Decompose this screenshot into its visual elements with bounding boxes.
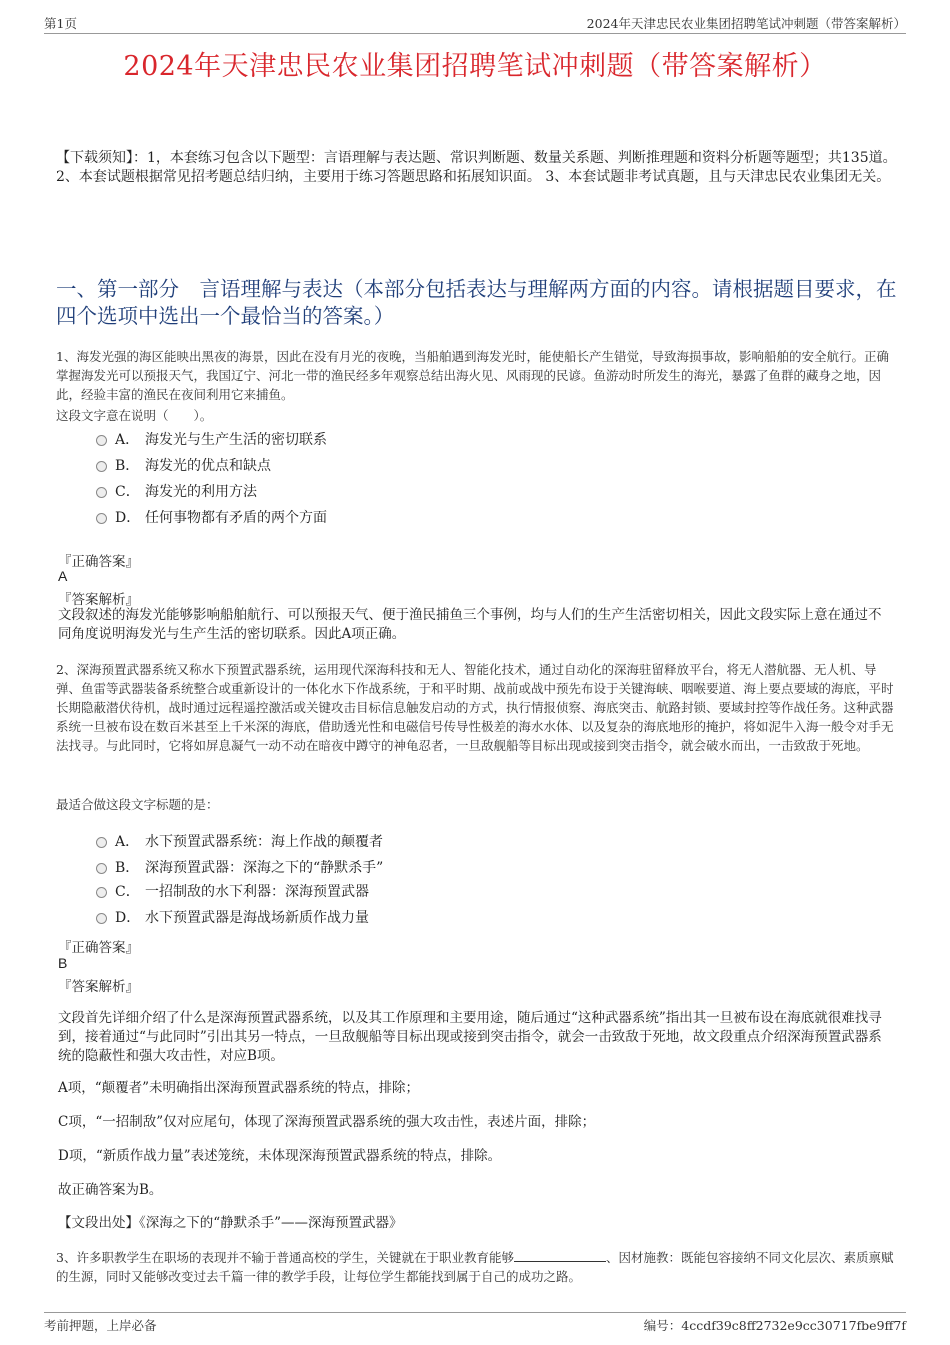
question-3-text [56,1248,898,1286]
radio-button[interactable] [96,863,107,874]
q2-option-c[interactable] [96,881,369,901]
radio-button[interactable] [96,913,107,924]
section-heading: 一、第一部分 言语理解与表达（本部分包括表达与理解两方面的内容。请根据题目要求，在四个选项中选出一个最恰当的答案。） [56,277,897,328]
option-text: 水下预置武器是海战场新质作战力量 [145,910,369,926]
q1-option-c[interactable] [96,481,257,501]
option-letter: A． [115,432,140,448]
question-2-text: 2、深海预置武器系统又称水下预置武器系统，运用现代深海科技和无人、智能化技术，通过自动化的深海驻留释放平台，将无人潜航器、无人机、导弹、鱼雷等武器装备系统整合或重新设计的一体化水下作战系统，于和平时期、战前或战中预先布设于关键海峡、咽喉要道、海上要点要域的海底，平时长期隐蔽潜伏待机，战时通过远程遥控激活或关键攻击目标信息触发启动的方式，执行情报侦察、海底突击、航路封锁、要域封控等作战任务。这种武器系统一旦被布设在数百米甚至上千米深的海底，借助透光性和电磁信号传导性极差的海水水体、以及复杂的海底地形的掩护，将如泥牛入海一般令对手无法找寻。与此同时，它将如屏息凝气一动不动在暗夜中蹲守的神龟忍者，一旦敌舰船等目标出现或接到突击指令，就会破水而出，一击致敌于死地。 [56,662,894,753]
page-title: 2024年天津忠民农业集团招聘笔试冲刺题（带答案解析） [123,51,827,82]
q2-analysis-label: 『答案解析』 [58,979,139,995]
option-letter: B． [115,458,140,474]
q1-analysis-label: 『答案解析』 [58,592,139,608]
download-notice: 【下载须知】：1，本套练习包含以下题型：言语理解与表达题、常识判断题、数量关系题、判断推理题和资料分析题等题型；共135道。 2、本套试题根据常见招考题总结归纳，主要用于练习答题思路和拓展知识面。 3、本套试题非考试真题，且与天津忠民农业集团无关。 [56,150,897,185]
q2-analysis-a: A项，“颠覆者”未明确指出深海预置武器系统的特点，排除； [58,1080,420,1096]
q2-option-a[interactable] [96,831,383,851]
q2-source: 【文段出处】《深海之下的“静默杀手”——深海预置武器》 [58,1215,403,1231]
page-header [44,12,906,34]
radio-button[interactable] [96,837,107,848]
radio-button[interactable] [96,887,107,898]
option-letter: C． [115,484,140,500]
header-doc-title: 2024年天津忠民农业集团招聘笔试冲刺题（带答案解析） [586,16,906,31]
page-footer [44,1312,906,1334]
q1-option-d[interactable] [96,507,327,527]
option-text: 海发光与生产生活的密切联系 [145,432,327,448]
q2-answer-label: 『正确答案』 [58,940,139,956]
q2-analysis-d: D项，“新质作战力量”表述笼统，未体现深海预置武器系统的特点，排除。 [58,1148,502,1164]
option-letter: D． [115,510,141,526]
radio-button[interactable] [96,513,107,524]
option-text: 任何事物都有矛盾的两个方面 [145,510,327,526]
footer-code: 编号：4ccdf39c8ff2732e9cc30717fbe9ff7f [643,1318,906,1333]
question-3-text-after: 、因材施教：既能包容接纳不同文化层次、素质禀赋的生源，同时又能够改变过去千篇一律的教学手段，让每位学生都能找到属于自己的成功之路。 [56,1250,894,1284]
q1-analysis: 文段叙述的海发光能够影响船舶航行、可以预报天气、便于渔民捕鱼三个事例，均与人们的生产生活密切相关，因此文段实际上意在通过不同角度说明海发光与生产生活的密切联系。因此A项正确。 [58,607,882,642]
option-letter: C． [115,884,140,900]
question-3-text-before: 3、许多职教学生在职场的表现并不输于普通高校的学生，关键就在于职业教育能够 [56,1250,514,1265]
radio-button[interactable] [96,435,107,446]
question-1-prompt: 这段文字意在说明（ ）。 [56,408,213,423]
q2-answer: B [58,955,68,971]
q2-conclusion: 故正确答案为B。 [58,1182,163,1198]
option-text: 海发光的利用方法 [145,484,257,500]
q1-option-a[interactable] [96,429,327,449]
footer-slogan: 考前押题，上岸必备 [44,1318,157,1333]
q1-option-b[interactable] [96,455,271,475]
page-number: 第1页 [44,16,77,31]
option-text: 一招制敌的水下利器：深海预置武器 [145,884,369,900]
option-letter: B． [115,860,140,876]
q2-analysis-c: C项，“一招制敌”仅对应尾句，体现了深海预置武器系统的强大攻击性，表述片面，排除； [58,1114,596,1130]
option-text: 水下预置武器系统：海上作战的颠覆者 [145,834,383,850]
question-1-text: 1、海发光强的海区能映出黑夜的海景，因此在没有月光的夜晚，当船舶遇到海发光时，能使船长产生错觉，导致海损事故，影响船舶的安全航行。正确掌握海发光可以预报天气，我国辽宁、河北一带的渔民经多年观察总结出海火见、风雨现的民谚。鱼游动时所发生的海光，暴露了鱼群的藏身之地，因此，经验丰富的渔民在夜间利用它来捕鱼。 [56,349,889,402]
option-letter: D． [115,910,141,926]
q2-analysis: 文段首先详细介绍了什么是深海预置武器系统，以及其工作原理和主要用途，随后通过“这种武器系统”指出其一旦被布设在海底就很难找寻到，接着通过“与此同时”引出其另一特点，一旦敌舰船等目标出现或接到突击指令，就会一击致敌于死地，故文段重点介绍深海预置武器系统的隐蔽性和强大攻击性，对应B项。 [58,1010,882,1064]
q1-answer-label: 『正确答案』 [58,554,139,570]
radio-button[interactable] [96,487,107,498]
q1-answer: A [58,568,68,584]
fill-in-blank [514,1250,606,1262]
q2-option-b[interactable] [96,857,383,877]
option-text: 海发光的优点和缺点 [145,458,271,474]
question-2-prompt: 最适合做这段文字标题的是： [56,797,219,812]
q2-option-d[interactable] [96,907,369,927]
option-letter: A． [115,834,140,850]
radio-button[interactable] [96,461,107,472]
option-text: 深海预置武器：深海之下的“静默杀手” [145,860,384,876]
